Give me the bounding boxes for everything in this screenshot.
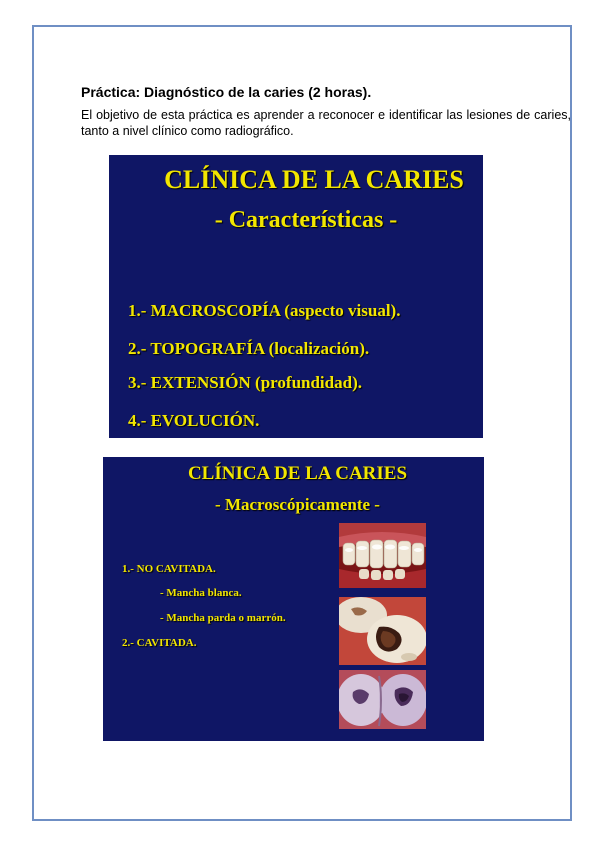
teeth-white-spot-photo	[339, 523, 426, 588]
intro-paragraph: El objetivo de esta práctica es aprender a reconocer e identificar las lesiones de caries, tanto a nivel clínico como radiográfico.	[81, 108, 571, 138]
slide1-title: CLÍNICA DE LA CARIES	[164, 165, 464, 194]
slide-caracteristicas	[109, 155, 483, 438]
slide2-item-no-cavitada: 1.- NO CAVITADA.	[122, 563, 216, 575]
slide1-subtitle: - Características -	[214, 207, 398, 233]
slide2-subtitle: - Macroscópicamente -	[215, 495, 380, 514]
slide1-item-evolucion: 4.- EVOLUCIÓN.	[128, 411, 260, 430]
molar-brown-spot-photo	[339, 597, 426, 665]
slide1-item-extension: 3.- EXTENSIÓN (profundidad).	[128, 373, 362, 392]
slide2-item-mancha-parda: - Mancha parda o marrón.	[160, 612, 286, 624]
slide2-item-mancha-blanca: - Mancha blanca.	[160, 587, 242, 599]
page-title: Práctica: Diagnóstico de la caries (2 horas).	[81, 84, 372, 100]
slide2-item-cavitada: 2.- CAVITADA.	[122, 637, 197, 649]
molar-cavitated-photo	[339, 670, 426, 729]
slide1-item-macroscopia: 1.- MACROSCOPÍA (aspecto visual).	[128, 301, 401, 320]
slide1-item-topografia: 2.- TOPOGRAFÍA (localización).	[128, 339, 370, 358]
slide-macroscopicamente	[103, 457, 484, 741]
slide2-title: CLÍNICA DE LA CARIES	[187, 463, 408, 484]
